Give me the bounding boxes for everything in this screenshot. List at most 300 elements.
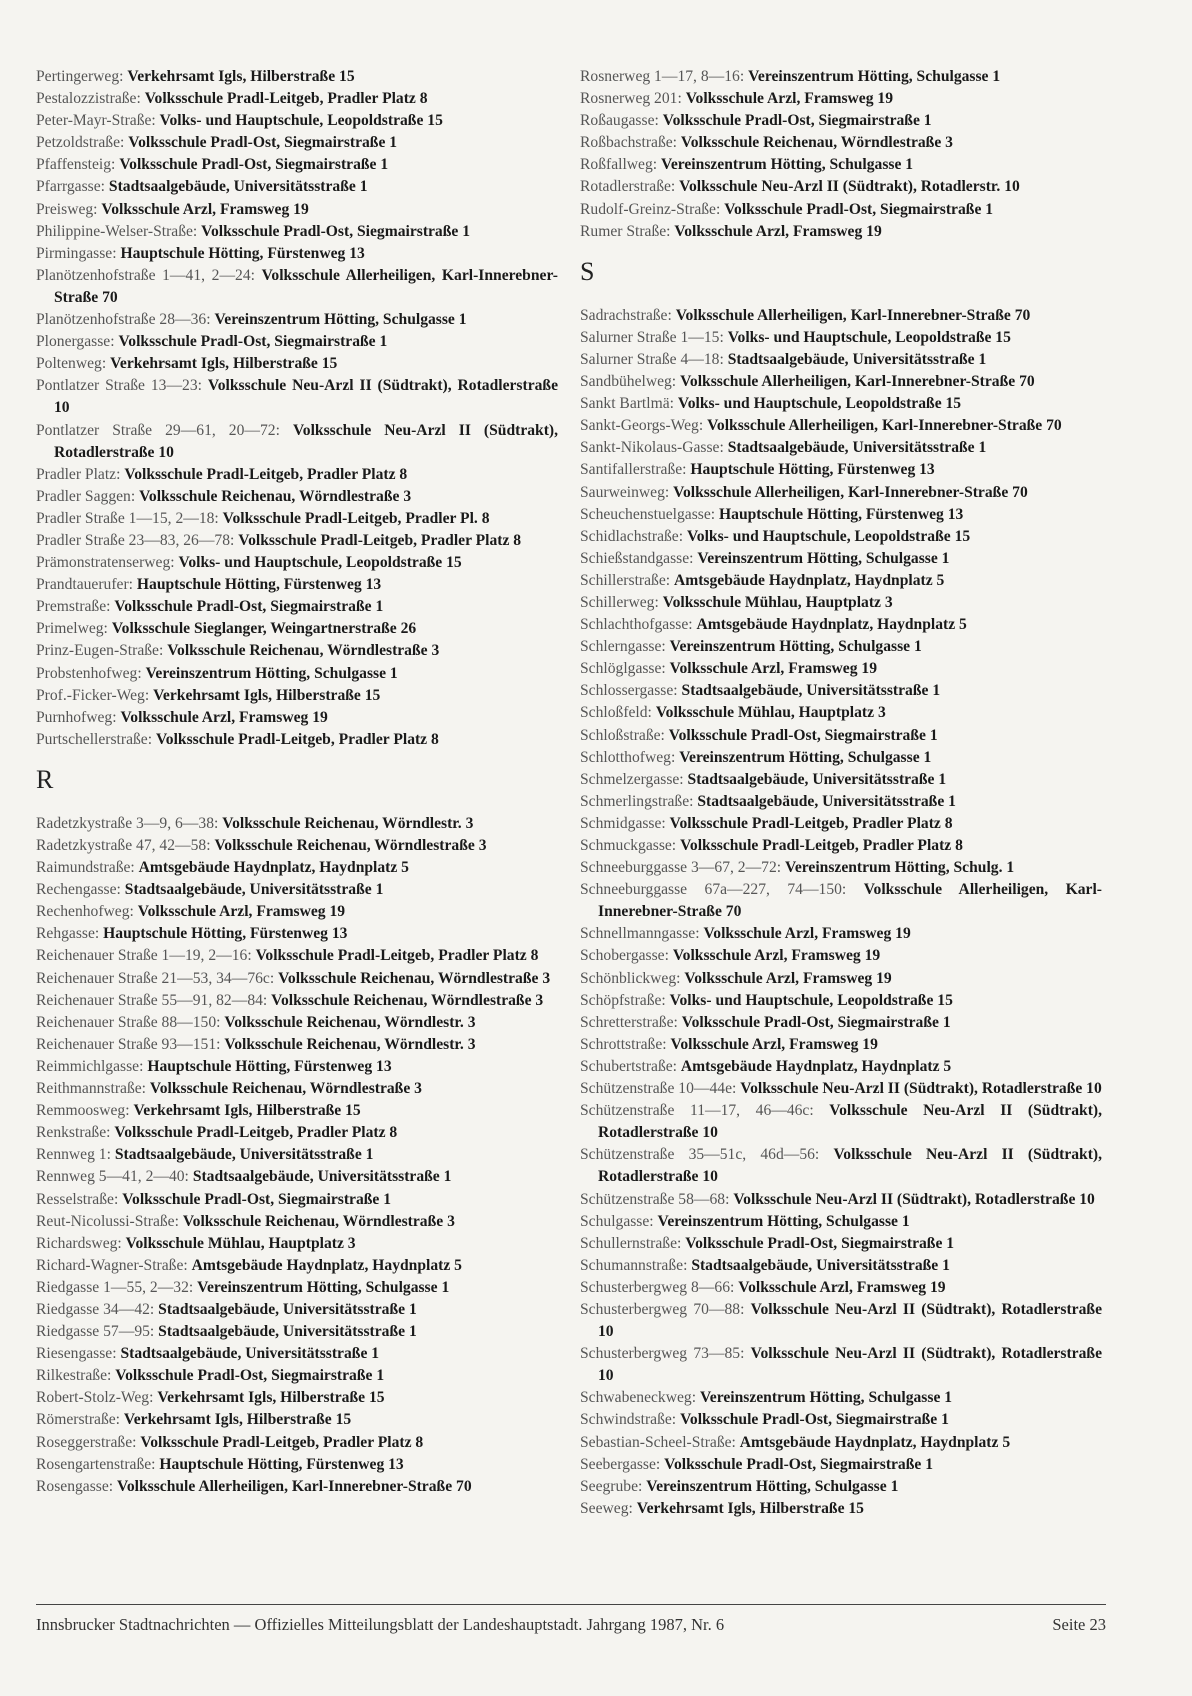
polling-station: Volksschule Arzl, Framsweg 19 [137, 903, 346, 921]
street-name: Reichenauer Straße 1—19, 2—16: [36, 947, 252, 965]
street-name: Sadrachstraße: [580, 306, 672, 324]
street-name: Roßaugasse: [580, 112, 659, 130]
street-name: Schumannstraße: [580, 1256, 688, 1274]
polling-station: Amtsgebäude Haydnplatz, Haydnplatz 5 [673, 571, 945, 589]
polling-station: Stadtsaalgebäude, Universitätsstraße 1 [158, 1300, 417, 1318]
polling-station: Volksschule Pradl-Ost, Siegmairstraße 1 [201, 222, 471, 240]
street-entry [580, 327, 1102, 349]
street-entry [36, 353, 558, 375]
polling-station: Volksschule Arzl, Framsweg 19 [672, 947, 881, 965]
street-name: Sankt Bartlmä: [580, 395, 674, 413]
street-name: Schönblickweg: [580, 969, 681, 987]
street-entry [580, 879, 1102, 923]
street-entry [36, 552, 558, 574]
polling-station: Hauptschule Hötting, Fürstenweg 13 [159, 1455, 404, 1473]
street-name: Schlachthofgasse: [580, 616, 693, 634]
street-entry [580, 349, 1102, 371]
street-name: Santifallerstraße: [580, 461, 687, 479]
street-name: Schretterstraße: [580, 1013, 678, 1031]
street-entry [36, 309, 558, 331]
polling-station: Volksschule Reichenau, Wörndlestr. 3 [224, 1035, 476, 1053]
street-entry [36, 1432, 558, 1454]
polling-station: Verkehrsamt Igls, Hilberstraße 15 [110, 355, 338, 373]
polling-station: Volksschule Pradl-Ost, Siegmairstraße 1 [664, 1455, 934, 1473]
polling-station: Volksschule Pradl-Ost, Siegmairstraße 1 [662, 112, 932, 130]
polling-station: Volksschule Arzl, Framsweg 19 [120, 708, 328, 726]
street-entry [580, 1233, 1102, 1255]
street-name: Scheuchenstuelgasse: [580, 505, 716, 523]
street-name: Schmuckgasse: [580, 837, 677, 854]
polling-station: Volksschule Allerheiligen, Karl-Innerebner-Straße 70 [673, 483, 1028, 501]
polling-station: Verkehrsamt Igls, Hilberstraße 15 [127, 68, 355, 85]
street-name: Schmidgasse: [580, 814, 666, 832]
polling-station: Volksschule Pradl-Leitgeb, Pradler Pl. 8 [222, 509, 490, 527]
street-entry [36, 857, 558, 879]
street-name: Pradler Platz: [36, 465, 121, 483]
polling-station: Vereinszentrum Hötting, Schulgasse 1 [669, 638, 922, 656]
polling-station: Stadtsaalgebäude, Universitätsstraße 1 [687, 770, 947, 788]
street-entry [580, 1211, 1102, 1233]
polling-station: Volksschule Allerheiligen, Karl-Innerebner-Straße 70 [117, 1477, 472, 1495]
polling-station: Verkehrsamt Igls, Hilberstraße 15 [157, 1389, 385, 1407]
street-entry [580, 1012, 1102, 1034]
polling-station: Volksschule Reichenau, Wörndlestraße 3 [271, 991, 544, 1009]
polling-station: Vereinszentrum Hötting, Schulgasse 1 [748, 68, 1001, 85]
street-entry [36, 1321, 558, 1343]
street-entry [580, 1255, 1102, 1277]
street-entry [580, 791, 1102, 813]
street-name: Roseggerstraße: [36, 1433, 137, 1451]
street-entry [580, 1034, 1102, 1056]
street-name: Salurner Straße 4—18: [580, 350, 724, 368]
street-entry [580, 1277, 1102, 1299]
polling-station: Volksschule Pradl-Ost, Siegmairstraße 1 [119, 156, 389, 174]
polling-station: Vereinszentrum Hötting, Schulgasse 1 [657, 1212, 910, 1230]
street-entry [580, 1299, 1102, 1343]
polling-station: Volksschule Allerheiligen, Karl-Innerebner-Straße 70 [707, 417, 1062, 435]
polling-station: Volks- und Hauptschule, Leopoldstraße 15 [686, 527, 971, 545]
street-entry [36, 221, 558, 243]
street-entry [580, 66, 1102, 88]
polling-station: Stadtsaalgebäude, Universitätsstraße 1 [697, 792, 956, 810]
street-name: Renkstraße: [36, 1124, 111, 1142]
polling-station: Volksschule Pradl-Leitgeb, Pradler Platz 8 [155, 730, 439, 748]
street-name: Pontlatzer Straße 29—61, 20—72: [36, 421, 280, 439]
polling-station: Volksschule Mühlau, Hauptplatz 3 [662, 593, 893, 611]
street-name: Schusterbergweg 70—88: [580, 1300, 745, 1318]
polling-station: Volksschule Pradl-Leitgeb, Pradler Platz 8 [124, 465, 408, 483]
polling-station: Stadtsaalgebäude, Universitätsstraße 1 [124, 881, 384, 899]
polling-station: Volksschule Reichenau, Wörndlestraße 3 [139, 487, 412, 505]
polling-station: Hauptschule Hötting, Fürstenweg 13 [103, 925, 348, 943]
street-entry [36, 1299, 558, 1321]
street-entry [36, 663, 558, 685]
street-entry [36, 729, 558, 751]
street-entry [580, 725, 1102, 747]
polling-station: Volksschule Pradl-Ost, Siegmairstraße 1 [122, 1190, 392, 1208]
polling-station: Volksschule Arzl, Framsweg 19 [101, 200, 309, 218]
street-entry [36, 685, 558, 707]
street-entry [580, 1454, 1102, 1476]
polling-station: Stadtsaalgebäude, Universitätsstraße 1 [727, 350, 987, 368]
street-name: Pradler Saggen: [36, 487, 136, 505]
polling-station: Volksschule Arzl, Framsweg 19 [738, 1278, 946, 1296]
polling-station: Hauptschule Hötting, Fürstenweg 13 [719, 505, 964, 523]
polling-station: Stadtsaalgebäude, Universitätsstraße 1 [691, 1256, 950, 1274]
street-name: Schützenstraße 58—68: [580, 1190, 730, 1208]
polling-station: Volksschule Arzl, Framsweg 19 [674, 222, 882, 240]
polling-station: Volksschule Reichenau, Wörndlestraße 3 [680, 134, 953, 152]
street-name: Pradler Straße 23—83, 26—78: [36, 531, 235, 549]
polling-station: Vereinszentrum Hötting, Schulgasse 1 [661, 156, 914, 174]
street-name: Saurweinweg: [580, 483, 670, 501]
street-name: Rennweg 5—41, 2—40: [36, 1168, 189, 1186]
street-name: Reut-Nicolussi-Straße: [36, 1212, 179, 1230]
street-name: Schubertstraße: [580, 1057, 677, 1075]
polling-station: Volksschule Arzl, Framsweg 19 [670, 1035, 878, 1053]
street-name: Sandbühelweg: [580, 373, 677, 391]
street-entry [580, 1409, 1102, 1431]
polling-station: Volksschule Reichenau, Wörndlestraße 3 [149, 1080, 422, 1098]
street-name: Prof.-Ficker-Weg: [36, 686, 150, 704]
polling-station: Volksschule Pradl-Ost, Siegmairstraße 1 [724, 200, 994, 218]
street-name: Schützenstraße 11—17, 46—46c: [580, 1102, 814, 1120]
street-name: Pfaffensteig: [36, 156, 116, 174]
polling-station: Verkehrsamt Igls, Hilberstraße 15 [133, 1102, 361, 1120]
street-entry [580, 813, 1102, 835]
polling-station: Volksschule Arzl, Framsweg 19 [684, 969, 892, 987]
street-entry [580, 415, 1102, 437]
street-name: Prämonstratenserweg: [36, 554, 175, 572]
street-entry [36, 990, 558, 1012]
page-number: Seite 23 [1052, 1615, 1106, 1634]
polling-station: Stadtsaalgebäude, Universitätsstraße 1 [727, 439, 987, 457]
street-entry [580, 176, 1102, 198]
street-name: Radetzkystraße 3—9, 6—38: [36, 814, 219, 832]
polling-station: Volksschule Pradl-Ost, Siegmairstraße 1 [685, 1234, 955, 1252]
street-entry [580, 132, 1102, 154]
polling-station: Stadtsaalgebäude, Universitätsstraße 1 [120, 1345, 380, 1363]
polling-station: Volksschule Allerheiligen, Karl-Innerebner-Straße 70 [54, 266, 558, 306]
polling-station: Volksschule Pradl-Ost, Siegmairstraße 1 [118, 333, 388, 351]
polling-station: Vereinszentrum Hötting, Schulg. 1 [785, 859, 1015, 877]
polling-station: Volksschule Neu-Arzl II (Südtrakt), Rotadlerstraße 10 [54, 377, 559, 417]
street-name: Riesengasse: [36, 1345, 117, 1363]
polling-station: Volksschule Pradl-Leitgeb, Pradler Platz 8 [669, 814, 953, 832]
street-name: Pradler Straße 1—15, 2—18: [36, 509, 219, 527]
street-name: Rosnerweg 201: [580, 90, 682, 108]
street-name: Planötzenhofstraße 28—36: [36, 311, 211, 329]
street-entry [580, 459, 1102, 481]
street-entry [580, 570, 1102, 592]
street-name: Pontlatzer Straße 13—23: [36, 377, 202, 395]
street-entry [580, 923, 1102, 945]
polling-station: Volksschule Neu-Arzl II (Südtrakt), Rotadlerstraße 10 [598, 1102, 1102, 1142]
polling-station: Vereinszentrum Hötting, Schulgasse 1 [214, 311, 467, 329]
polling-station: Hauptschule Hötting, Fürstenweg 13 [147, 1057, 392, 1075]
street-name: Rechengasse: [36, 881, 121, 899]
street-entry [580, 482, 1102, 504]
street-name: Rosnerweg 1—17, 8—16: [580, 68, 745, 85]
street-entry [36, 1233, 558, 1255]
street-entry [36, 1255, 558, 1277]
polling-station: Hauptschule Hötting, Fürstenweg 13 [690, 461, 935, 479]
page-footer [36, 1604, 1106, 1635]
street-name: Rennweg 1: [36, 1146, 111, 1164]
street-name: Schloßstraße: [580, 726, 665, 744]
polling-station: Volksschule Pradl-Ost, Siegmairstraße 1 [128, 134, 398, 152]
street-name: Schützenstraße 10—44e: [580, 1080, 737, 1098]
street-name: Probstenhofweg: [36, 664, 142, 682]
street-entry [36, 1012, 558, 1034]
street-name: Planötzenhofstraße 1—41, 2—24: [36, 266, 255, 284]
polling-station: Vereinszentrum Hötting, Schulgasse 1 [679, 748, 932, 766]
street-name: Rosengartenstraße: [36, 1455, 156, 1473]
left-column [36, 66, 558, 1498]
street-name: Rumer Straße: [580, 222, 671, 240]
section-letter: R [36, 764, 54, 794]
street-name: Rechenhofweg: [36, 903, 134, 921]
street-name: Preisweg: [36, 200, 98, 218]
street-name: Poltenweg: [36, 355, 107, 373]
street-entry [36, 574, 558, 596]
street-entry [36, 1122, 558, 1144]
street-name: Riedgasse 34—42: [36, 1300, 155, 1318]
street-entry [36, 464, 558, 486]
street-entry [36, 265, 558, 309]
street-entry [580, 1144, 1102, 1188]
polling-station: Volksschule Arzl, Framsweg 19 [669, 660, 878, 678]
street-entry [36, 1454, 558, 1476]
street-name: Plonergasse: [36, 333, 115, 351]
street-name: Pfarrgasse: [36, 178, 105, 196]
street-entry [36, 945, 558, 967]
polling-station: Vereinszentrum Hötting, Schulgasse 1 [646, 1477, 899, 1495]
street-name: Richardsweg: [36, 1234, 122, 1252]
street-name: Petzoldstraße: [36, 134, 125, 152]
polling-station: Volksschule Sieglanger, Weingartnerstraße 26 [111, 620, 417, 638]
polling-station: Volksschule Neu-Arzl II (Südtrakt), Rotadlerstraße 10 [598, 1146, 1103, 1186]
street-name: Reimmichlgasse: [36, 1057, 144, 1075]
polling-station: Stadtsaalgebäude, Universitätsstraße 1 [681, 682, 941, 700]
street-entry [580, 769, 1102, 791]
polling-station: Volksschule Pradl-Ost, Siegmairstraße 1 [115, 1367, 385, 1385]
street-name: Römerstraße: [36, 1411, 121, 1429]
street-entry [36, 923, 558, 945]
polling-station: Volks- und Hauptschule, Leopoldstraße 15 [677, 395, 962, 413]
street-name: Schmerlingstraße: [580, 792, 694, 810]
street-entry [580, 221, 1102, 243]
street-entry [36, 1387, 558, 1409]
polling-station: Volksschule Pradl-Ost, Siegmairstraße 1 [668, 726, 938, 744]
polling-station: Verkehrsamt Igls, Hilberstraße 15 [636, 1499, 864, 1517]
street-name: Reichenauer Straße 55—91, 82—84: [36, 991, 268, 1009]
street-name: Reichenauer Straße 88—150: [36, 1013, 221, 1031]
polling-station: Stadtsaalgebäude, Universitätsstraße 1 [158, 1323, 417, 1341]
street-entry [580, 614, 1102, 636]
polling-station: Volksschule Reichenau, Wörndlestraße 3 [214, 837, 487, 854]
polling-station: Volksschule Allerheiligen, Karl-Innerebner-Straße 70 [680, 373, 1035, 391]
street-name: Rudolf-Greinz-Straße: [580, 200, 721, 218]
street-entry [580, 835, 1102, 857]
street-entry [36, 420, 558, 464]
street-name: Schrottstraße: [580, 1035, 667, 1053]
polling-station: Volksschule Neu-Arzl II (Südtrakt), Rotadlerstraße 10 [54, 421, 559, 461]
street-entry [580, 504, 1102, 526]
street-entry [36, 110, 558, 132]
street-name: Salurner Straße 1—15: [580, 328, 724, 346]
polling-station: Volksschule Reichenau, Wörndlestraße 3 [278, 969, 551, 987]
street-entry [580, 1189, 1102, 1211]
street-entry [36, 66, 558, 88]
street-name: Seeweg: [580, 1499, 633, 1517]
street-entry [36, 1144, 558, 1166]
polling-station: Volksschule Reichenau, Wörndlestraße 3 [182, 1212, 455, 1230]
street-name: Reichenauer Straße 21—53, 34—76c: [36, 969, 275, 987]
street-name: Primelweg: [36, 620, 108, 638]
street-entry [580, 548, 1102, 570]
street-entry [580, 526, 1102, 548]
street-entry [580, 1498, 1102, 1520]
street-entry [580, 1387, 1102, 1409]
polling-station: Hauptschule Hötting, Fürstenweg 13 [136, 576, 382, 594]
street-entry [36, 154, 558, 176]
street-entry [580, 1100, 1102, 1144]
street-name: Raimundstraße: [36, 859, 135, 877]
street-entry [580, 199, 1102, 221]
street-name: Purtschellerstraße: [36, 730, 153, 748]
polling-station: Volksschule Pradl-Leitgeb, Pradler Platz 8 [255, 947, 539, 965]
polling-station: Volksschule Arzl, Framsweg 19 [703, 925, 911, 943]
street-name: Rotadlerstraße: [580, 178, 676, 196]
right-column [580, 66, 1102, 1520]
street-entry [36, 1211, 558, 1233]
street-name: Schlossergasse: [580, 682, 678, 700]
street-entry [36, 530, 558, 552]
street-name: Pertingerweg: [36, 68, 124, 85]
street-name: Roßbachstraße: [580, 134, 677, 152]
publication-line: Innsbrucker Stadtnachrichten — Offizielles Mitteilungsblatt der Landeshauptstadt. Jahrgang 1987, Nr. 6 [36, 1615, 725, 1634]
polling-station: Volksschule Pradl-Ost, Siegmairstraße 1 [680, 1411, 949, 1429]
street-name: Seegrube: [580, 1477, 643, 1495]
polling-station: Volksschule Pradl-Leitgeb, Pradler Platz 8 [114, 1124, 398, 1142]
street-name: Schwindstraße: [580, 1411, 677, 1429]
street-name: Schneeburggasse 67a—227, 74—150: [580, 881, 847, 899]
street-entry [36, 901, 558, 923]
street-entry [580, 154, 1102, 176]
street-entry [36, 331, 558, 353]
street-name: Schusterbergweg 73—85: [580, 1345, 745, 1363]
street-entry [580, 393, 1102, 415]
street-name: Roßfallweg: [580, 156, 658, 174]
section-letter: S [580, 256, 595, 286]
street-entry [36, 1343, 558, 1365]
street-entry [36, 835, 558, 857]
street-name: Schöpfstraße: [580, 991, 666, 1009]
street-name: Schmelzergasse: [580, 770, 684, 788]
street-name: Schnellmanngasse: [580, 925, 700, 943]
street-name: Schloßfeld: [580, 704, 652, 722]
polling-station: Volksschule Mühlau, Hauptplatz 3 [125, 1234, 356, 1252]
street-entry [36, 596, 558, 618]
polling-station: Volks- und Hauptschule, Leopoldstraße 15 [178, 554, 462, 572]
polling-station: Volksschule Allerheiligen, Karl-Innerebner-Straße 70 [598, 881, 1102, 921]
polling-station: Volksschule Allerheiligen, Karl-Innerebner-Straße 70 [675, 306, 1031, 324]
street-entry [580, 110, 1102, 132]
street-entry [580, 747, 1102, 769]
street-entry [580, 680, 1102, 702]
street-name: Schullernstraße: [580, 1234, 682, 1252]
street-entry [580, 990, 1102, 1012]
street-name: Peter-Mayr-Straße: [36, 112, 156, 130]
street-name: Pestalozzistraße: [36, 90, 141, 108]
polling-station: Volksschule Pradl-Leitgeb, Pradler Platz 8 [680, 837, 963, 854]
polling-station: Verkehrsamt Igls, Hilberstraße 15 [153, 686, 381, 704]
polling-station: Volks- und Hauptschule, Leopoldstraße 15 [159, 112, 443, 130]
street-name: Rosengasse: [36, 1477, 114, 1495]
polling-station: Volksschule Pradl-Leitgeb, Pradler Platz 8 [140, 1433, 424, 1451]
polling-station: Volks- und Hauptschule, Leopoldstraße 15 [727, 328, 1011, 346]
street-entry [36, 1409, 558, 1431]
street-name: Philippine-Welser-Straße: [36, 222, 198, 240]
street-name: Rilkestraße: [36, 1367, 112, 1385]
street-name: Schneeburggasse 3—67, 2—72: [580, 859, 782, 877]
street-name: Schützenstraße 35—51c, 46d—56: [580, 1146, 820, 1164]
street-entry [580, 1078, 1102, 1100]
polling-station: Vereinszentrum Hötting, Schulgasse 1 [697, 549, 950, 567]
street-name: Schulgasse: [580, 1212, 654, 1230]
polling-station: Vereinszentrum Hötting, Schulgasse 1 [145, 664, 398, 682]
polling-station: Amtsgebäude Haydnplatz, Haydnplatz 5 [696, 616, 967, 634]
polling-station: Volksschule Pradl-Leitgeb, Pradler Platz 8 [238, 531, 522, 549]
street-entry [580, 968, 1102, 990]
street-entry [36, 243, 558, 265]
street-entry [580, 592, 1102, 614]
street-entry [36, 640, 558, 662]
street-entry [36, 1476, 558, 1498]
polling-station: Hauptschule Hötting, Fürstenweg 13 [120, 244, 365, 262]
street-entry [36, 508, 558, 530]
street-entry [580, 702, 1102, 724]
street-name: Pirmingasse: [36, 244, 117, 262]
polling-station: Volksschule Reichenau, Wörndlestr. 3 [224, 1013, 476, 1031]
street-name: Schidlachstraße: [580, 527, 684, 545]
street-name: Prandtauerufer: [36, 576, 133, 594]
street-entry [580, 371, 1102, 393]
street-name: Remmoosweg: [36, 1102, 130, 1120]
street-entry [580, 1432, 1102, 1454]
street-entry [36, 879, 558, 901]
street-entry [36, 88, 558, 110]
street-entry [36, 1034, 558, 1056]
polling-station: Volksschule Pradl-Leitgeb, Pradler Platz 8 [144, 90, 428, 108]
street-entry [36, 618, 558, 640]
street-name: Riedgasse 57—95: [36, 1323, 155, 1341]
street-entry [580, 437, 1102, 459]
street-entry [36, 132, 558, 154]
street-name: Robert-Stolz-Weg: [36, 1389, 154, 1407]
street-name: Purnhofweg: [36, 708, 117, 726]
street-entry [580, 636, 1102, 658]
street-name: Radetzkystraße 47, 42—58: [36, 837, 211, 854]
street-entry [36, 707, 558, 729]
polling-station: Volks- und Hauptschule, Leopoldstraße 15 [669, 991, 953, 1009]
street-name: Richard-Wagner-Straße: [36, 1256, 188, 1274]
street-name: Schwabeneckweg: [580, 1389, 697, 1407]
street-name: Schillerweg: [580, 593, 659, 611]
street-entry [36, 813, 558, 835]
street-name: Prinz-Eugen-Straße: [36, 642, 164, 660]
